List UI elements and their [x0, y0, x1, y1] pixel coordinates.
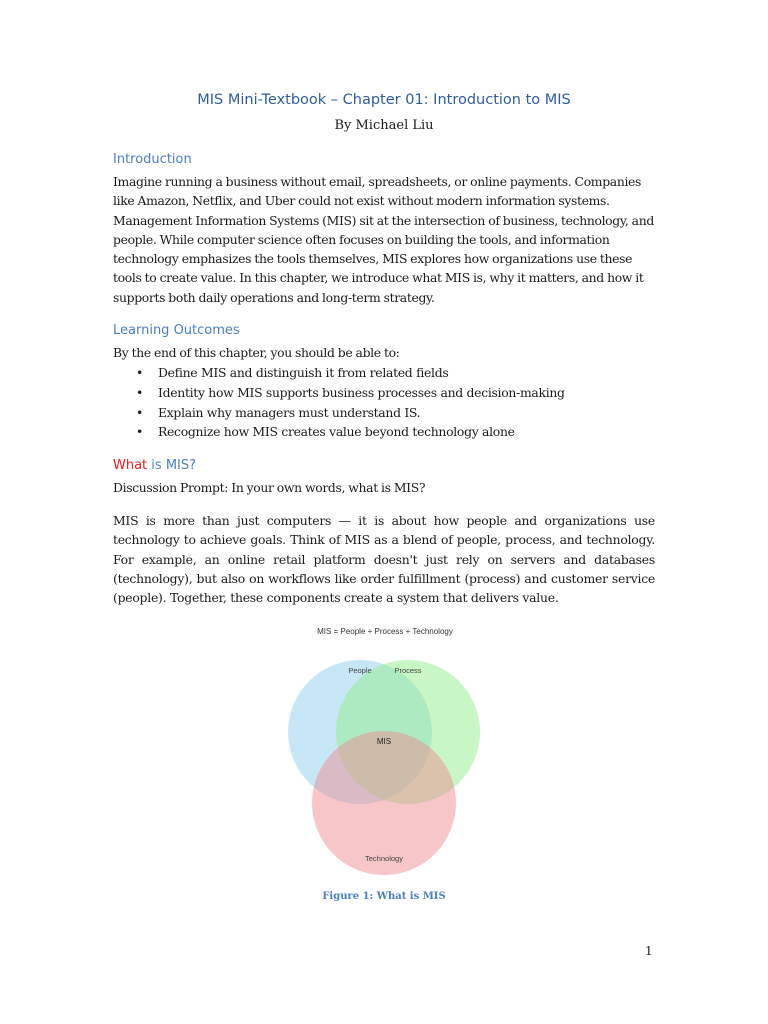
learning-outcomes-list: [113, 363, 653, 442]
heading-what-word: What: [113, 458, 148, 473]
list-item: [113, 363, 653, 383]
what-is-mis-heading: [113, 458, 196, 473]
figure-caption: Figure 1: What is MIS: [322, 891, 446, 902]
bullet-icon: •: [136, 424, 144, 440]
page-number: 1: [645, 944, 653, 958]
list-item-text: Explain why managers must understand IS.: [158, 404, 421, 420]
technology-label: Technology: [365, 854, 403, 863]
introduction-heading: Introduction: [113, 152, 192, 167]
bullet-icon: •: [136, 404, 144, 420]
process-label: Process: [394, 666, 422, 675]
venn-diagram: [282, 620, 492, 900]
author-line: By Michael Liu: [334, 118, 434, 133]
list-item-text: Recognize how MIS creates value beyond technology alone: [158, 424, 515, 440]
heading-is-mis-words: is MIS?: [147, 458, 197, 473]
list-item-text: Identity how MIS supports business processes and decision-making: [158, 384, 565, 400]
mis-center-label: MIS: [376, 737, 392, 746]
learning-outcomes-heading: Learning Outcomes: [113, 323, 240, 338]
bullet-icon: •: [136, 384, 144, 400]
learning-outcomes-intro: By the end of this chapter, you should be able to:: [113, 345, 400, 360]
list-item-text: Define MIS and distinguish it from related fields: [158, 365, 449, 380]
page-title: MIS Mini-Textbook – Chapter 01: Introduction to MIS: [197, 92, 571, 108]
list-item: [113, 422, 653, 442]
list-item: [113, 383, 653, 403]
discussion-prompt: Discussion Prompt: In your own words, what is MIS?: [113, 480, 426, 495]
introduction-paragraph: Imagine running a business without email, spreadsheets, or online payments. Companies like Amazon, Netflix, and Uber could not exist without modern information systems. Management Information Systems (MIS) sit at the intersection of business, technology, and people. While computer science often focuses on building the tools, and information technology emphasizes the tools themselves, MIS explores how organizations use these tools to create value. In this chapter, we introduce what MIS is, why it matters, and how it supports both daily operations and long-term strategy.: [113, 174, 654, 305]
bullet-icon: •: [136, 365, 144, 380]
people-label: People: [348, 666, 372, 675]
diagram-title: MIS = People + Process + Technology: [317, 627, 453, 636]
what-is-mis-paragraph: MIS is more than just computers — it is about how people and organizations use technology to achieve goals. Think of MIS as a blend of people, process, and technology. For example, an online retail platform doesn't just rely on servers and databases (technology), but also on workflows like order fulfillment (process) and customer service (people). Together, these components create a system that delivers value.: [113, 513, 655, 606]
list-item: [113, 403, 653, 423]
